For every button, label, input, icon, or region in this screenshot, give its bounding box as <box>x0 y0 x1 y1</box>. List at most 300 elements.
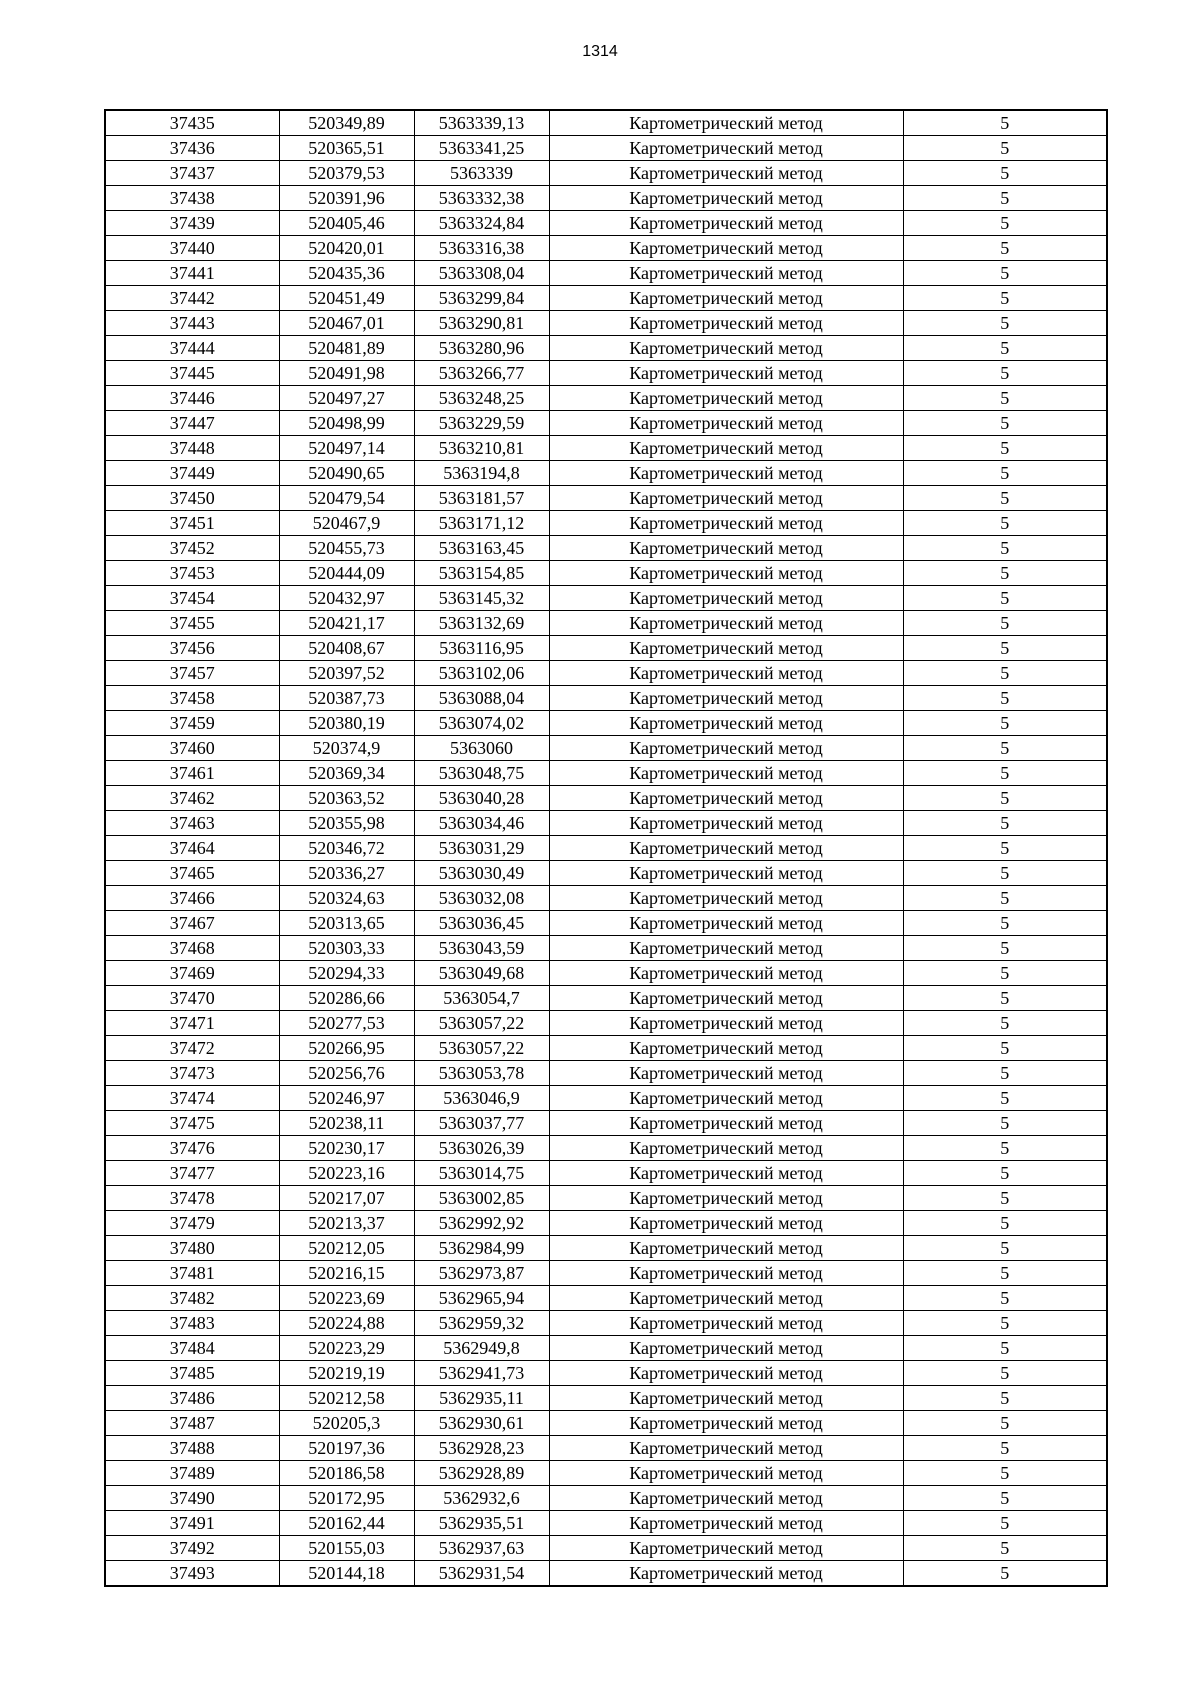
method-cell: Картометрический метод <box>549 861 903 886</box>
accuracy-cell: 5 <box>903 1361 1107 1386</box>
x-coordinate-cell: 520490,65 <box>279 461 414 486</box>
point-number-cell: 37457 <box>105 661 279 686</box>
point-number-cell: 37491 <box>105 1511 279 1536</box>
table-row <box>105 586 1107 611</box>
y-coordinate-cell: 5363324,84 <box>414 211 549 236</box>
method-cell: Картометрический метод <box>549 411 903 436</box>
x-coordinate-cell: 520219,19 <box>279 1361 414 1386</box>
x-coordinate-cell: 520408,67 <box>279 636 414 661</box>
y-coordinate-cell: 5363341,25 <box>414 136 549 161</box>
table-row <box>105 311 1107 336</box>
method-cell: Картометрический метод <box>549 110 903 136</box>
accuracy-cell: 5 <box>903 1036 1107 1061</box>
point-number-cell: 37474 <box>105 1086 279 1111</box>
point-number-cell: 37492 <box>105 1536 279 1561</box>
point-number-cell: 37471 <box>105 1011 279 1036</box>
accuracy-cell: 5 <box>903 1236 1107 1261</box>
y-coordinate-cell: 5363210,81 <box>414 436 549 461</box>
table-row <box>105 861 1107 886</box>
method-cell: Картометрический метод <box>549 661 903 686</box>
table-row <box>105 1111 1107 1136</box>
y-coordinate-cell: 5363266,77 <box>414 361 549 386</box>
x-coordinate-cell: 520256,76 <box>279 1061 414 1086</box>
x-coordinate-cell: 520455,73 <box>279 536 414 561</box>
y-coordinate-cell: 5363163,45 <box>414 536 549 561</box>
y-coordinate-cell: 5363280,96 <box>414 336 549 361</box>
page-number: 1314 <box>582 43 618 60</box>
x-coordinate-cell: 520238,11 <box>279 1111 414 1136</box>
accuracy-cell: 5 <box>903 836 1107 861</box>
y-coordinate-cell: 5362949,8 <box>414 1336 549 1361</box>
accuracy-cell: 5 <box>903 1186 1107 1211</box>
table-row <box>105 761 1107 786</box>
accuracy-cell: 5 <box>903 1136 1107 1161</box>
y-coordinate-cell: 5362937,63 <box>414 1536 549 1561</box>
point-number-cell: 37444 <box>105 336 279 361</box>
accuracy-cell: 5 <box>903 386 1107 411</box>
point-number-cell: 37477 <box>105 1161 279 1186</box>
point-number-cell: 37451 <box>105 511 279 536</box>
y-coordinate-cell: 5362992,92 <box>414 1211 549 1236</box>
point-number-cell: 37462 <box>105 786 279 811</box>
x-coordinate-cell: 520286,66 <box>279 986 414 1011</box>
method-cell: Картометрический метод <box>549 886 903 911</box>
method-cell: Картометрический метод <box>549 1436 903 1461</box>
table-row <box>105 411 1107 436</box>
accuracy-cell: 5 <box>903 686 1107 711</box>
point-number-cell: 37486 <box>105 1386 279 1411</box>
accuracy-cell: 5 <box>903 511 1107 536</box>
x-coordinate-cell: 520224,88 <box>279 1311 414 1336</box>
y-coordinate-cell: 5363014,75 <box>414 1161 549 1186</box>
y-coordinate-cell: 5363002,85 <box>414 1186 549 1211</box>
table-row <box>105 1311 1107 1336</box>
method-cell: Картометрический метод <box>549 1086 903 1111</box>
accuracy-cell: 5 <box>903 336 1107 361</box>
accuracy-cell: 5 <box>903 1011 1107 1036</box>
point-number-cell: 37447 <box>105 411 279 436</box>
accuracy-cell: 5 <box>903 861 1107 886</box>
method-cell: Картометрический метод <box>549 611 903 636</box>
accuracy-cell: 5 <box>903 786 1107 811</box>
point-number-cell: 37479 <box>105 1211 279 1236</box>
method-cell: Картометрический метод <box>549 1186 903 1211</box>
y-coordinate-cell: 5363332,38 <box>414 186 549 211</box>
method-cell: Картометрический метод <box>549 1061 903 1086</box>
accuracy-cell: 5 <box>903 1111 1107 1136</box>
method-cell: Картометрический метод <box>549 361 903 386</box>
y-coordinate-cell: 5362928,23 <box>414 1436 549 1461</box>
table-row <box>105 1036 1107 1061</box>
point-number-cell: 37436 <box>105 136 279 161</box>
table-row <box>105 961 1107 986</box>
table-row <box>105 986 1107 1011</box>
x-coordinate-cell: 520432,97 <box>279 586 414 611</box>
y-coordinate-cell: 5363060 <box>414 736 549 761</box>
y-coordinate-cell: 5363032,08 <box>414 886 549 911</box>
accuracy-cell: 5 <box>903 186 1107 211</box>
y-coordinate-cell: 5363046,9 <box>414 1086 549 1111</box>
x-coordinate-cell: 520379,53 <box>279 161 414 186</box>
point-number-cell: 37485 <box>105 1361 279 1386</box>
point-number-cell: 37443 <box>105 311 279 336</box>
x-coordinate-cell: 520172,95 <box>279 1486 414 1511</box>
method-cell: Картометрический метод <box>549 386 903 411</box>
y-coordinate-cell: 5363026,39 <box>414 1136 549 1161</box>
point-number-cell: 37470 <box>105 986 279 1011</box>
x-coordinate-cell: 520277,53 <box>279 1011 414 1036</box>
accuracy-cell: 5 <box>903 1461 1107 1486</box>
table-row <box>105 511 1107 536</box>
point-number-cell: 37449 <box>105 461 279 486</box>
accuracy-cell: 5 <box>903 936 1107 961</box>
x-coordinate-cell: 520391,96 <box>279 186 414 211</box>
method-cell: Картометрический метод <box>549 286 903 311</box>
x-coordinate-cell: 520212,58 <box>279 1386 414 1411</box>
accuracy-cell: 5 <box>903 1286 1107 1311</box>
x-coordinate-cell: 520303,33 <box>279 936 414 961</box>
point-number-cell: 37455 <box>105 611 279 636</box>
x-coordinate-cell: 520467,9 <box>279 511 414 536</box>
method-cell: Картометрический метод <box>549 486 903 511</box>
method-cell: Картометрический метод <box>549 1561 903 1587</box>
table-row <box>105 1386 1107 1411</box>
x-coordinate-cell: 520349,89 <box>279 110 414 136</box>
accuracy-cell: 5 <box>903 661 1107 686</box>
method-cell: Картометрический метод <box>549 1511 903 1536</box>
method-cell: Картометрический метод <box>549 211 903 236</box>
x-coordinate-cell: 520266,95 <box>279 1036 414 1061</box>
x-coordinate-cell: 520223,16 <box>279 1161 414 1186</box>
table-row <box>105 386 1107 411</box>
accuracy-cell: 5 <box>903 361 1107 386</box>
y-coordinate-cell: 5362930,61 <box>414 1411 549 1436</box>
table-row <box>105 236 1107 261</box>
x-coordinate-cell: 520216,15 <box>279 1261 414 1286</box>
point-number-cell: 37472 <box>105 1036 279 1061</box>
table-row <box>105 211 1107 236</box>
point-number-cell: 37450 <box>105 486 279 511</box>
method-cell: Картометрический метод <box>549 936 903 961</box>
method-cell: Картометрический метод <box>549 561 903 586</box>
x-coordinate-cell: 520380,19 <box>279 711 414 736</box>
point-number-cell: 37446 <box>105 386 279 411</box>
x-coordinate-cell: 520497,14 <box>279 436 414 461</box>
table-row <box>105 286 1107 311</box>
method-cell: Картометрический метод <box>549 261 903 286</box>
method-cell: Картометрический метод <box>549 336 903 361</box>
y-coordinate-cell: 5363040,28 <box>414 786 549 811</box>
table-row <box>105 886 1107 911</box>
table-row <box>105 1061 1107 1086</box>
x-coordinate-cell: 520223,29 <box>279 1336 414 1361</box>
x-coordinate-cell: 520365,51 <box>279 136 414 161</box>
accuracy-cell: 5 <box>903 261 1107 286</box>
point-number-cell: 37463 <box>105 811 279 836</box>
accuracy-cell: 5 <box>903 1386 1107 1411</box>
method-cell: Картометрический метод <box>549 961 903 986</box>
x-coordinate-cell: 520405,46 <box>279 211 414 236</box>
method-cell: Картометрический метод <box>549 811 903 836</box>
method-cell: Картометрический метод <box>549 711 903 736</box>
y-coordinate-cell: 5363074,02 <box>414 711 549 736</box>
point-number-cell: 37438 <box>105 186 279 211</box>
table-row <box>105 1086 1107 1111</box>
x-coordinate-cell: 520212,05 <box>279 1236 414 1261</box>
accuracy-cell: 5 <box>903 161 1107 186</box>
method-cell: Картометрический метод <box>549 686 903 711</box>
x-coordinate-cell: 520420,01 <box>279 236 414 261</box>
x-coordinate-cell: 520451,49 <box>279 286 414 311</box>
accuracy-cell: 5 <box>903 711 1107 736</box>
x-coordinate-cell: 520155,03 <box>279 1536 414 1561</box>
method-cell: Картометрический метод <box>549 1411 903 1436</box>
method-cell: Картометрический метод <box>549 311 903 336</box>
table-row <box>105 361 1107 386</box>
method-cell: Картометрический метод <box>549 1236 903 1261</box>
method-cell: Картометрический метод <box>549 636 903 661</box>
x-coordinate-cell: 520324,63 <box>279 886 414 911</box>
y-coordinate-cell: 5362932,6 <box>414 1486 549 1511</box>
method-cell: Картометрический метод <box>549 911 903 936</box>
accuracy-cell: 5 <box>903 136 1107 161</box>
y-coordinate-cell: 5362931,54 <box>414 1561 549 1587</box>
method-cell: Картометрический метод <box>549 161 903 186</box>
method-cell: Картометрический метод <box>549 1161 903 1186</box>
table-row <box>105 836 1107 861</box>
y-coordinate-cell: 5363054,7 <box>414 986 549 1011</box>
accuracy-cell: 5 <box>903 211 1107 236</box>
accuracy-cell: 5 <box>903 1536 1107 1561</box>
point-number-cell: 37448 <box>105 436 279 461</box>
point-number-cell: 37439 <box>105 211 279 236</box>
method-cell: Картометрический метод <box>549 1136 903 1161</box>
y-coordinate-cell: 5363031,29 <box>414 836 549 861</box>
table-row <box>105 136 1107 161</box>
accuracy-cell: 5 <box>903 986 1107 1011</box>
x-coordinate-cell: 520313,65 <box>279 911 414 936</box>
x-coordinate-cell: 520246,97 <box>279 1086 414 1111</box>
point-number-cell: 37461 <box>105 761 279 786</box>
method-cell: Картометрический метод <box>549 511 903 536</box>
table-row <box>105 1261 1107 1286</box>
accuracy-cell: 5 <box>903 1086 1107 1111</box>
x-coordinate-cell: 520444,09 <box>279 561 414 586</box>
accuracy-cell: 5 <box>903 1161 1107 1186</box>
x-coordinate-cell: 520294,33 <box>279 961 414 986</box>
accuracy-cell: 5 <box>903 1336 1107 1361</box>
point-number-cell: 37482 <box>105 1286 279 1311</box>
y-coordinate-cell: 5362965,94 <box>414 1286 549 1311</box>
table-row <box>105 1361 1107 1386</box>
x-coordinate-cell: 520217,07 <box>279 1186 414 1211</box>
accuracy-cell: 5 <box>903 286 1107 311</box>
table-row <box>105 636 1107 661</box>
point-number-cell: 37484 <box>105 1336 279 1361</box>
accuracy-cell: 5 <box>903 1436 1107 1461</box>
y-coordinate-cell: 5363116,95 <box>414 636 549 661</box>
table-row <box>105 1011 1107 1036</box>
table-row <box>105 1136 1107 1161</box>
table-row <box>105 736 1107 761</box>
point-number-cell: 37442 <box>105 286 279 311</box>
table-row <box>105 1461 1107 1486</box>
method-cell: Картометрический метод <box>549 986 903 1011</box>
table-body <box>105 110 1107 1586</box>
accuracy-cell: 5 <box>903 961 1107 986</box>
accuracy-cell: 5 <box>903 236 1107 261</box>
y-coordinate-cell: 5363102,06 <box>414 661 549 686</box>
table-row <box>105 811 1107 836</box>
y-coordinate-cell: 5363290,81 <box>414 311 549 336</box>
table-row <box>105 336 1107 361</box>
point-number-cell: 37445 <box>105 361 279 386</box>
point-number-cell: 37452 <box>105 536 279 561</box>
accuracy-cell: 5 <box>903 436 1107 461</box>
accuracy-cell: 5 <box>903 586 1107 611</box>
table-row <box>105 536 1107 561</box>
accuracy-cell: 5 <box>903 561 1107 586</box>
y-coordinate-cell: 5363339,13 <box>414 110 549 136</box>
table-row <box>105 1211 1107 1236</box>
x-coordinate-cell: 520481,89 <box>279 336 414 361</box>
y-coordinate-cell: 5363145,32 <box>414 586 549 611</box>
table-row <box>105 786 1107 811</box>
point-number-cell: 37488 <box>105 1436 279 1461</box>
x-coordinate-cell: 520336,27 <box>279 861 414 886</box>
accuracy-cell: 5 <box>903 461 1107 486</box>
table-row <box>105 936 1107 961</box>
method-cell: Картометрический метод <box>549 1336 903 1361</box>
x-coordinate-cell: 520205,3 <box>279 1411 414 1436</box>
method-cell: Картометрический метод <box>549 736 903 761</box>
y-coordinate-cell: 5362959,32 <box>414 1311 549 1336</box>
table-row <box>105 1411 1107 1436</box>
accuracy-cell: 5 <box>903 886 1107 911</box>
point-number-cell: 37467 <box>105 911 279 936</box>
y-coordinate-cell: 5363248,25 <box>414 386 549 411</box>
table-row <box>105 1286 1107 1311</box>
accuracy-cell: 5 <box>903 1411 1107 1436</box>
y-coordinate-cell: 5363043,59 <box>414 936 549 961</box>
table-row <box>105 686 1107 711</box>
x-coordinate-cell: 520197,36 <box>279 1436 414 1461</box>
method-cell: Картометрический метод <box>549 836 903 861</box>
y-coordinate-cell: 5363132,69 <box>414 611 549 636</box>
table-row <box>105 186 1107 211</box>
method-cell: Картометрический метод <box>549 1011 903 1036</box>
method-cell: Картометрический метод <box>549 761 903 786</box>
accuracy-cell: 5 <box>903 811 1107 836</box>
point-number-cell: 37481 <box>105 1261 279 1286</box>
x-coordinate-cell: 520435,36 <box>279 261 414 286</box>
accuracy-cell: 5 <box>903 736 1107 761</box>
method-cell: Картометрический метод <box>549 1311 903 1336</box>
point-number-cell: 37490 <box>105 1486 279 1511</box>
x-coordinate-cell: 520497,27 <box>279 386 414 411</box>
x-coordinate-cell: 520213,37 <box>279 1211 414 1236</box>
coordinates-table <box>104 109 1108 1587</box>
y-coordinate-cell: 5363034,46 <box>414 811 549 836</box>
method-cell: Картометрический метод <box>549 436 903 461</box>
x-coordinate-cell: 520374,9 <box>279 736 414 761</box>
accuracy-cell: 5 <box>903 311 1107 336</box>
accuracy-cell: 5 <box>903 1511 1107 1536</box>
point-number-cell: 37464 <box>105 836 279 861</box>
x-coordinate-cell: 520369,34 <box>279 761 414 786</box>
y-coordinate-cell: 5363154,85 <box>414 561 549 586</box>
y-coordinate-cell: 5362935,51 <box>414 1511 549 1536</box>
point-number-cell: 37454 <box>105 586 279 611</box>
accuracy-cell: 5 <box>903 1261 1107 1286</box>
y-coordinate-cell: 5363036,45 <box>414 911 549 936</box>
method-cell: Картометрический метод <box>549 136 903 161</box>
y-coordinate-cell: 5363048,75 <box>414 761 549 786</box>
y-coordinate-cell: 5363030,49 <box>414 861 549 886</box>
y-coordinate-cell: 5363057,22 <box>414 1011 549 1036</box>
x-coordinate-cell: 520491,98 <box>279 361 414 386</box>
x-coordinate-cell: 520186,58 <box>279 1461 414 1486</box>
table-row <box>105 436 1107 461</box>
point-number-cell: 37460 <box>105 736 279 761</box>
table-row <box>105 1561 1107 1587</box>
point-number-cell: 37459 <box>105 711 279 736</box>
point-number-cell: 37437 <box>105 161 279 186</box>
x-coordinate-cell: 520397,52 <box>279 661 414 686</box>
method-cell: Картометрический метод <box>549 1261 903 1286</box>
table-row <box>105 1486 1107 1511</box>
method-cell: Картометрический метод <box>549 1386 903 1411</box>
point-number-cell: 37473 <box>105 1061 279 1086</box>
x-coordinate-cell: 520467,01 <box>279 311 414 336</box>
point-number-cell: 37441 <box>105 261 279 286</box>
table-row <box>105 1336 1107 1361</box>
y-coordinate-cell: 5362941,73 <box>414 1361 549 1386</box>
accuracy-cell: 5 <box>903 1311 1107 1336</box>
method-cell: Картометрический метод <box>549 1286 903 1311</box>
accuracy-cell: 5 <box>903 761 1107 786</box>
y-coordinate-cell: 5363171,12 <box>414 511 549 536</box>
table-row <box>105 911 1107 936</box>
y-coordinate-cell: 5363181,57 <box>414 486 549 511</box>
table-row <box>105 1436 1107 1461</box>
method-cell: Картометрический метод <box>549 536 903 561</box>
point-number-cell: 37456 <box>105 636 279 661</box>
method-cell: Картометрический метод <box>549 186 903 211</box>
point-number-cell: 37480 <box>105 1236 279 1261</box>
y-coordinate-cell: 5362928,89 <box>414 1461 549 1486</box>
table-row <box>105 110 1107 136</box>
point-number-cell: 37487 <box>105 1411 279 1436</box>
y-coordinate-cell: 5362973,87 <box>414 1261 549 1286</box>
y-coordinate-cell: 5363299,84 <box>414 286 549 311</box>
accuracy-cell: 5 <box>903 611 1107 636</box>
accuracy-cell: 5 <box>903 536 1107 561</box>
point-number-cell: 37475 <box>105 1111 279 1136</box>
y-coordinate-cell: 5363194,8 <box>414 461 549 486</box>
table-row <box>105 261 1107 286</box>
y-coordinate-cell: 5363088,04 <box>414 686 549 711</box>
method-cell: Картометрический метод <box>549 586 903 611</box>
method-cell: Картометрический метод <box>549 1111 903 1136</box>
point-number-cell: 37469 <box>105 961 279 986</box>
table-row <box>105 1536 1107 1561</box>
table-row <box>105 1511 1107 1536</box>
point-number-cell: 37483 <box>105 1311 279 1336</box>
point-number-cell: 37476 <box>105 1136 279 1161</box>
x-coordinate-cell: 520223,69 <box>279 1286 414 1311</box>
x-coordinate-cell: 520162,44 <box>279 1511 414 1536</box>
